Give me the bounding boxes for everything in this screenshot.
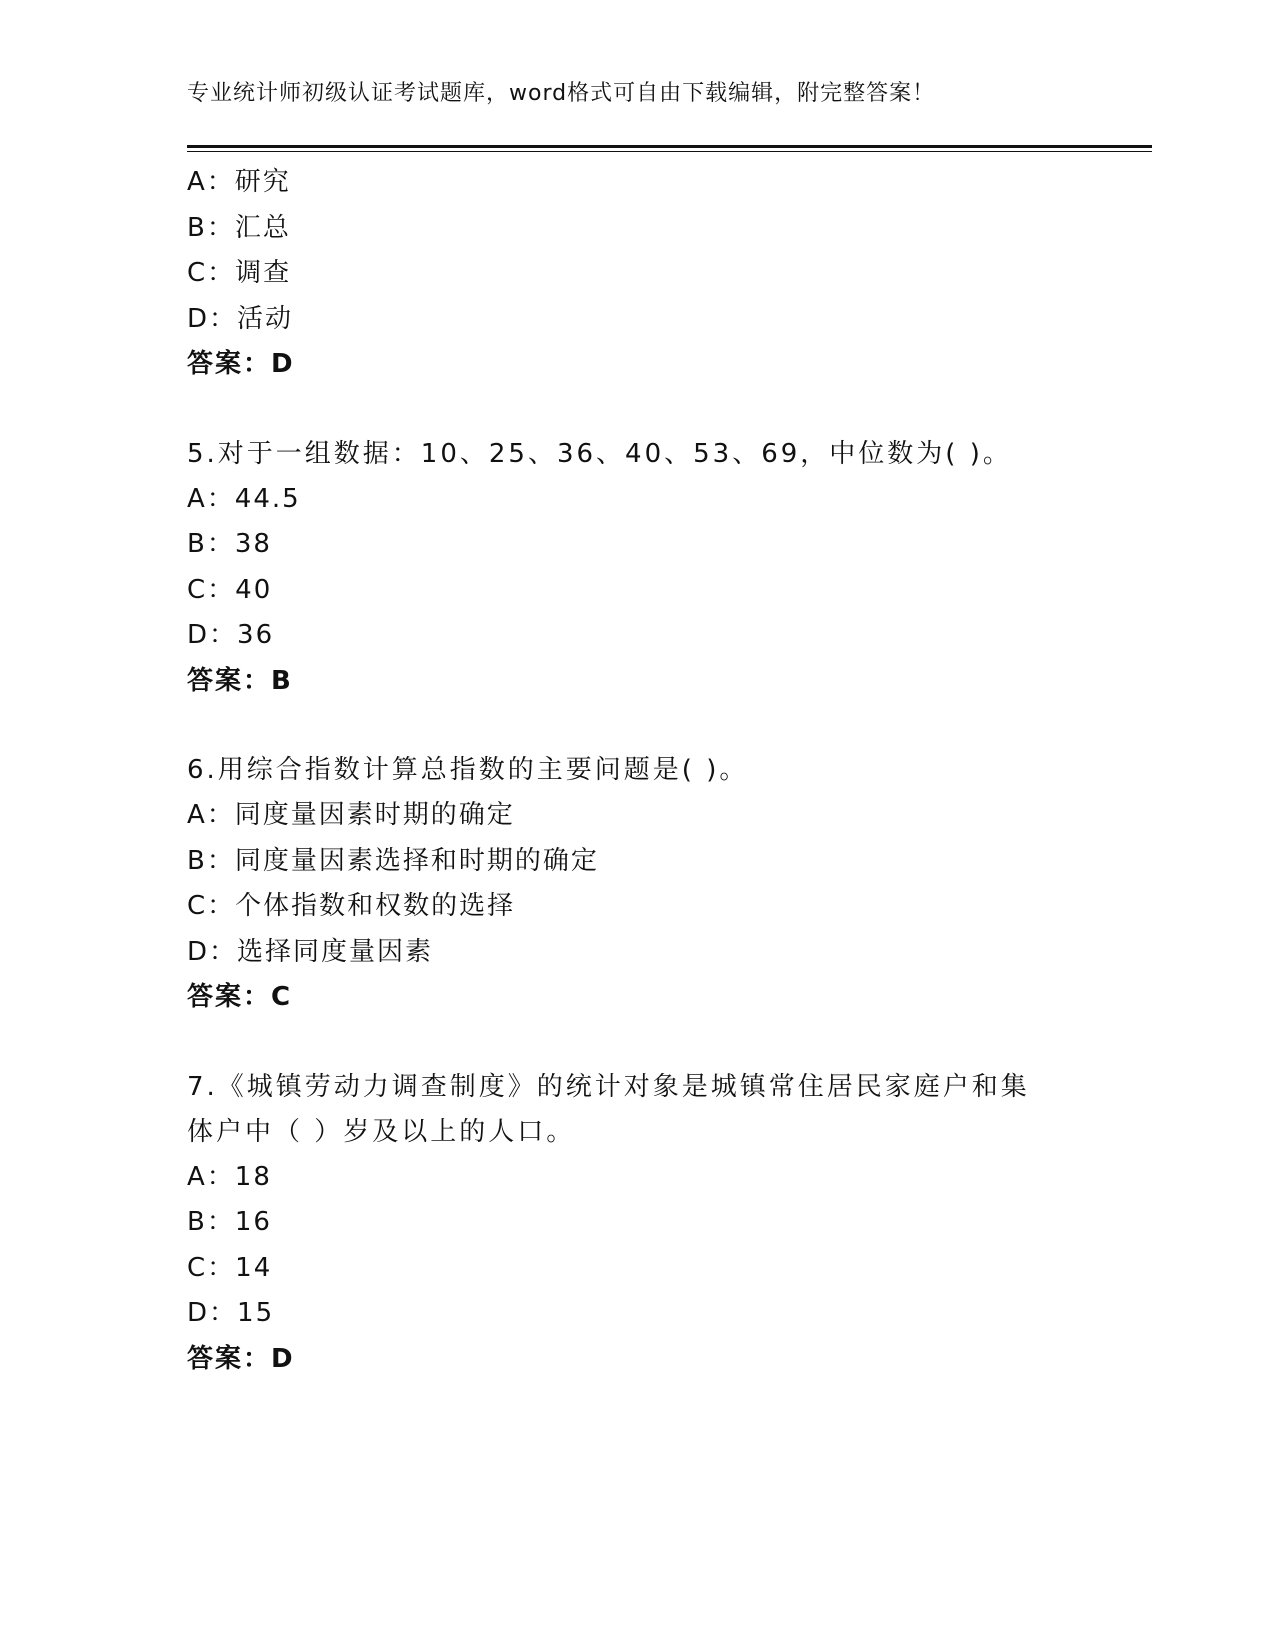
option-key: B： xyxy=(187,845,235,876)
option-c xyxy=(187,568,1107,614)
question-stem: 7.《城镇劳动力调查制度》的统计对象是城镇常住居民家庭户和集体户中（ ）岁及以上的人口。 xyxy=(187,1071,1030,1147)
header-rule-thin xyxy=(187,151,1152,152)
option-text: 44.5 xyxy=(234,483,301,514)
option-d xyxy=(187,297,1107,343)
option-key: A： xyxy=(187,483,235,514)
option-b xyxy=(187,839,1107,885)
question-stem: 5.对于一组数据：10、25、36、40、53、69，中位数为( )。 xyxy=(187,438,1012,469)
answer: 答案：B xyxy=(187,665,293,696)
question-spacer xyxy=(187,704,1107,748)
header-rule-thick xyxy=(187,145,1152,148)
option-text: 研究 xyxy=(234,167,291,197)
option-text: 活动 xyxy=(237,303,294,334)
question-5 xyxy=(187,432,1107,705)
option-d xyxy=(187,613,1107,659)
option-key: D： xyxy=(187,620,238,650)
option-key: B： xyxy=(187,1207,235,1237)
option-d xyxy=(187,930,1107,976)
option-text: 16 xyxy=(234,1207,272,1237)
question-spacer xyxy=(187,1021,1107,1065)
option-key: A： xyxy=(187,167,235,197)
option-c xyxy=(187,1246,1107,1292)
question-stem: 6.用综合指数计算总指数的主要问题是( )。 xyxy=(187,755,749,785)
option-b xyxy=(187,1200,1107,1246)
option-text: 调查 xyxy=(235,258,292,288)
option-text: 36 xyxy=(237,620,275,650)
option-key: D： xyxy=(187,1298,238,1328)
option-key: C： xyxy=(187,258,236,288)
question-spacer xyxy=(187,388,1107,432)
option-c xyxy=(187,884,1107,930)
option-d xyxy=(187,1291,1107,1337)
answer: 答案：D xyxy=(187,349,295,379)
option-key: B： xyxy=(187,212,235,243)
option-text: 18 xyxy=(234,1161,272,1192)
option-text: 14 xyxy=(235,1252,273,1283)
option-a xyxy=(187,793,1107,839)
option-key: B： xyxy=(187,529,235,559)
option-key: C： xyxy=(187,891,236,921)
option-text: 同度量因素时期的确定 xyxy=(234,800,515,830)
question-6 xyxy=(187,748,1107,1021)
option-key: A： xyxy=(187,1161,235,1192)
option-key: A： xyxy=(187,800,235,830)
option-b xyxy=(187,522,1107,568)
option-b xyxy=(187,206,1107,252)
option-text: 汇总 xyxy=(234,212,291,243)
option-text: 40 xyxy=(235,574,273,605)
question-list xyxy=(187,160,1107,1382)
option-key: D： xyxy=(187,303,238,334)
question-7 xyxy=(187,1065,1107,1383)
option-a xyxy=(187,477,1107,523)
option-a xyxy=(187,1155,1107,1201)
option-text: 选择同度量因素 xyxy=(237,936,434,967)
answer: 答案：C xyxy=(187,982,293,1012)
page-header: 专业统计师初级认证考试题库，word格式可自由下载编辑，附完整答案！ xyxy=(187,81,936,106)
option-text: 15 xyxy=(237,1298,275,1328)
option-text: 38 xyxy=(234,529,272,559)
option-a xyxy=(187,160,1107,206)
question-4-continued xyxy=(187,160,1107,388)
option-key: C： xyxy=(187,574,236,605)
option-text: 同度量因素选择和时期的确定 xyxy=(234,845,599,876)
answer: 答案：D xyxy=(187,1343,295,1374)
option-c xyxy=(187,251,1107,297)
option-text: 个体指数和权数的选择 xyxy=(235,891,516,921)
option-key: C： xyxy=(187,1252,236,1283)
option-key: D： xyxy=(187,936,238,967)
